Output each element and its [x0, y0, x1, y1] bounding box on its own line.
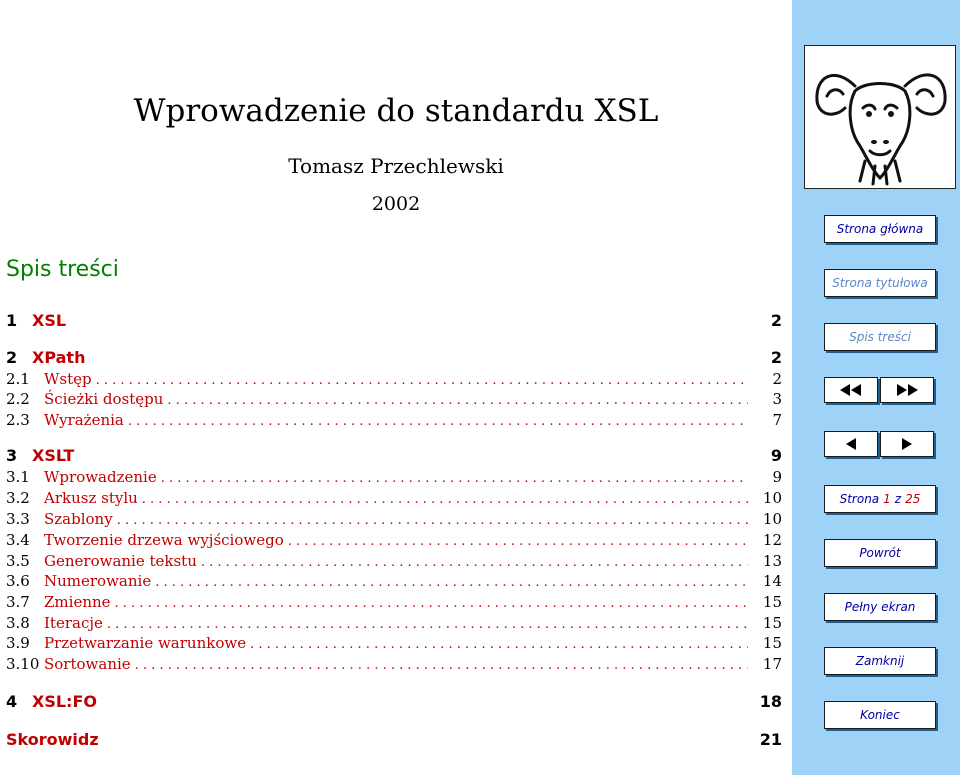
toc-entry-subsection[interactable]	[6, 510, 782, 530]
toc-number: 1	[6, 311, 18, 330]
toc-entry-subsection[interactable]	[6, 634, 782, 654]
toc-entry-index[interactable]	[6, 730, 782, 750]
toc-number: 3.3	[6, 510, 30, 528]
home-page-button[interactable]: Strona główna	[824, 215, 936, 243]
toc-entry-subsection[interactable]	[6, 411, 782, 431]
toc-page: 9	[770, 446, 782, 465]
toc-entry-subsection[interactable]	[6, 614, 782, 634]
first-page-button[interactable]	[824, 377, 878, 403]
toc-link[interactable]: XPath	[32, 348, 86, 367]
page-separator: z	[894, 492, 902, 506]
toc-link[interactable]: Arkusz stylu	[44, 489, 138, 507]
toc-page: 10	[762, 489, 782, 507]
dot-leader	[161, 471, 748, 486]
toc-link[interactable]: Przetwarzanie warunkowe	[44, 634, 247, 652]
toc-page: 14	[762, 572, 782, 590]
toc-link[interactable]: Numerowanie	[44, 572, 152, 590]
document-author: Tomasz Przechlewski	[288, 154, 504, 178]
toc-page: 2	[770, 348, 782, 367]
toc-number: 3.10	[6, 655, 40, 673]
toc-entry-subsection[interactable]	[6, 531, 782, 551]
fast-navigation-buttons	[824, 377, 934, 403]
toc-number: 3.4	[6, 531, 30, 549]
toc-entry-subsection[interactable]	[6, 572, 782, 592]
toc-link[interactable]: Wprowadzenie	[44, 468, 157, 486]
dot-leader	[96, 373, 748, 388]
toc-number: 2.2	[6, 390, 30, 408]
toc-number: 3.8	[6, 614, 30, 632]
toc-number: 2	[6, 348, 18, 367]
double-right-arrow-icon	[896, 384, 918, 396]
toc-number: 3.7	[6, 593, 30, 611]
page-prefix: Strona	[839, 492, 880, 506]
dot-leader	[128, 414, 748, 429]
toc-number: 3	[6, 446, 18, 465]
toc-page: 21	[759, 730, 782, 749]
gnu-head-drawing	[805, 46, 955, 188]
toc-entry-section[interactable]	[6, 348, 782, 368]
toc-number: 2.3	[6, 411, 30, 429]
toc-entry-subsection[interactable]	[6, 655, 782, 675]
gnu-logo-icon	[804, 45, 956, 189]
toc-entry-subsection[interactable]	[6, 489, 782, 509]
dot-leader	[250, 637, 748, 652]
toc-page: 2	[772, 370, 782, 388]
toc-link[interactable]: Szablony	[44, 510, 113, 528]
quit-button[interactable]: Koniec	[824, 701, 936, 729]
dot-leader	[155, 575, 748, 590]
toc-link[interactable]: Wyrażenia	[44, 411, 124, 429]
toc-number: 4	[6, 692, 18, 711]
toc-link[interactable]: Tworzenie drzewa wyjściowego	[44, 531, 284, 549]
right-arrow-icon	[902, 438, 912, 450]
page-indicator	[824, 485, 936, 513]
toc-link[interactable]: XSLT	[32, 446, 75, 465]
toc-entry-subsection[interactable]	[6, 552, 782, 572]
toc-page: 9	[772, 468, 782, 486]
toc-page: 13	[762, 552, 782, 570]
toc-number: 3.2	[6, 489, 30, 507]
toc-page: 15	[762, 593, 782, 611]
previous-page-button[interactable]	[824, 431, 878, 457]
left-arrow-icon	[846, 438, 856, 450]
toc-page: 18	[759, 692, 782, 711]
dot-leader	[107, 617, 748, 632]
dot-leader	[135, 658, 748, 673]
document-year: 2002	[371, 193, 421, 215]
fullscreen-button[interactable]: Pełny ekran	[824, 593, 936, 621]
double-left-arrow-icon	[840, 384, 862, 396]
title-page-button[interactable]: Strona tytułowa	[824, 269, 936, 297]
toc-entry-subsection[interactable]	[6, 370, 782, 390]
toc-page: 3	[772, 390, 782, 408]
toc-page: 15	[762, 614, 782, 632]
toc-page: 12	[762, 531, 782, 549]
close-button[interactable]: Zamknij	[824, 647, 936, 675]
toc-link[interactable]: Zmienne	[44, 593, 111, 611]
toc-number: 3.6	[6, 572, 30, 590]
toc-entry-subsection[interactable]	[6, 593, 782, 613]
toc-link[interactable]: Sortowanie	[44, 655, 131, 673]
toc-link[interactable]: XSL:FO	[32, 692, 97, 711]
toc-link[interactable]: Wstęp	[44, 370, 92, 388]
dot-leader	[288, 534, 748, 549]
toc-link[interactable]: Skorowidz	[6, 730, 99, 749]
toc-number: 3.1	[6, 468, 30, 486]
toc-entry-subsection[interactable]	[6, 468, 782, 488]
toc-page: 17	[762, 655, 782, 673]
page-step-buttons	[824, 431, 934, 457]
toc-entry-section[interactable]	[6, 446, 782, 466]
contents-button[interactable]: Spis treści	[824, 323, 936, 351]
back-button[interactable]: Powrót	[824, 539, 936, 567]
next-page-button[interactable]	[880, 431, 934, 457]
toc-page: 2	[770, 311, 782, 330]
toc-entry-section[interactable]	[6, 692, 782, 712]
toc-page: 10	[762, 510, 782, 528]
dot-leader	[201, 555, 748, 570]
toc-number: 3.5	[6, 552, 30, 570]
current-page: 1	[883, 492, 891, 506]
dot-leader	[117, 513, 748, 528]
toc-number: 2.1	[6, 370, 30, 388]
toc-link[interactable]: Generowanie tekstu	[44, 552, 197, 570]
dot-leader	[142, 492, 748, 507]
toc-page: 15	[762, 634, 782, 652]
toc-entry-section[interactable]	[6, 311, 782, 331]
toc-heading: Spis treści	[6, 257, 119, 282]
last-page-button[interactable]	[880, 377, 934, 403]
toc-link[interactable]: Ścieżki dostępu	[44, 390, 164, 408]
dot-leader	[115, 596, 748, 611]
toc-number: 3.9	[6, 634, 30, 652]
toc-link[interactable]: Iteracje	[44, 614, 103, 632]
toc-page: 7	[772, 411, 782, 429]
document-title: Wprowadzenie do standardu XSL	[133, 93, 659, 129]
dot-leader	[167, 393, 748, 408]
toc-link[interactable]: XSL	[32, 311, 67, 330]
toc-entry-subsection[interactable]	[6, 390, 782, 410]
total-pages: 25	[905, 492, 921, 506]
